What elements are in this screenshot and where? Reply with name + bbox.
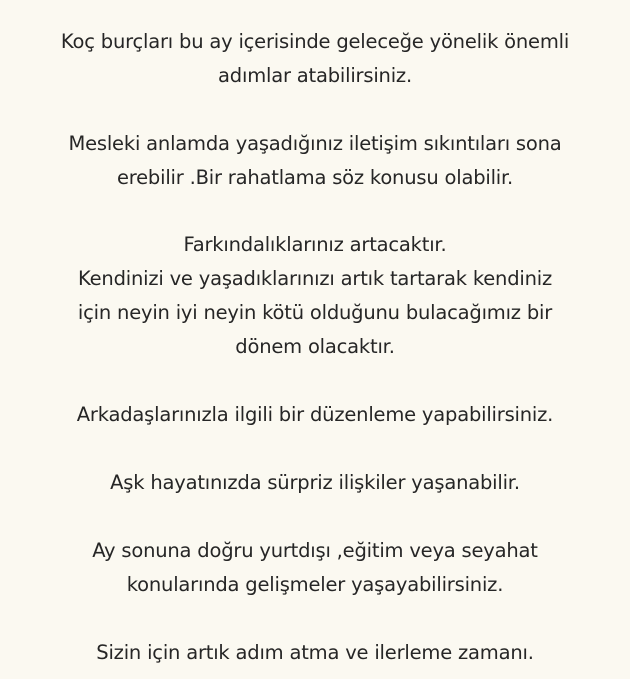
- paragraph-line: Mesleki anlamda yaşadığınız iletişim sıkıntıları sona: [68, 132, 562, 155]
- paragraph-line: için neyin iyi neyin kötü olduğunu bulacağımız bir: [77, 301, 553, 324]
- paragraph-line: dönem olacaktır.: [235, 335, 395, 358]
- paragraph-line: Sizin için artık adım atma ve ilerleme zamanı.: [96, 641, 534, 664]
- paragraph-time-to-progress: [0, 636, 630, 670]
- paragraph-awareness: [0, 228, 630, 364]
- paragraph-line: Arkadaşlarınızla ilgili bir düzenleme yapabilirsiniz.: [76, 403, 554, 426]
- paragraph-line: Kendinizi ve yaşadıklarınızı artık tartarak kendiniz: [78, 267, 552, 290]
- paragraph-love-life: [0, 466, 630, 500]
- paragraph-line: Aşk hayatınızda sürpriz ilişkiler yaşanabilir.: [110, 471, 520, 494]
- paragraph-line: erebilir .Bir rahatlama söz konusu olabilir.: [116, 166, 514, 189]
- paragraph-line: Ay sonuna doğru yurtdışı ,eğitim veya seyahat: [92, 539, 538, 562]
- paragraph-line: Koç burçları bu ay içerisinde geleceğe yönelik önemli: [60, 30, 570, 53]
- paragraph-future-steps: [0, 25, 630, 93]
- paragraph-line: adımlar atabilirsiniz.: [218, 64, 412, 87]
- paragraph-line: Farkındalıklarınız artacaktır.: [183, 233, 447, 256]
- paragraph-friends: [0, 398, 630, 432]
- paragraph-professional-communication: [0, 127, 630, 195]
- paragraph-line: konularında gelişmeler yaşayabilirsiniz.: [126, 573, 504, 596]
- paragraph-abroad-education: [0, 534, 630, 602]
